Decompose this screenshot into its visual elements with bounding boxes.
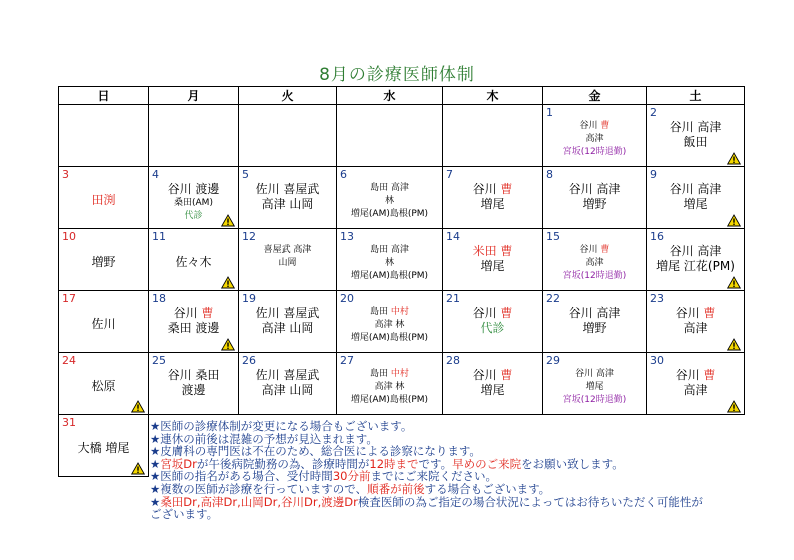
day-cell	[337, 167, 443, 229]
doctor-line	[647, 259, 744, 274]
doctor-line	[59, 439, 148, 456]
doctor-line	[443, 321, 542, 336]
doctor-line	[543, 381, 646, 394]
text-segment: 喜屋武 高津	[263, 245, 312, 255]
doctor-list	[543, 182, 646, 212]
doctor-line	[543, 133, 646, 146]
doctor-line	[239, 257, 336, 270]
text-segment: 増尾	[480, 197, 505, 211]
text-segment: 高津	[683, 321, 708, 335]
week-row	[59, 167, 745, 229]
day-number: 20	[340, 292, 354, 305]
day-cell	[543, 105, 647, 167]
text-segment: 宮坂(12時退勤)	[562, 147, 627, 157]
doctor-line	[647, 135, 744, 150]
warning-icon	[221, 336, 235, 349]
doctor-line	[543, 120, 646, 133]
doctor-list	[239, 244, 336, 270]
day-number: 5	[242, 168, 249, 181]
doctor-line	[337, 381, 442, 394]
day-cell	[239, 353, 337, 415]
doctor-line	[59, 191, 148, 208]
doctor-line	[59, 377, 148, 394]
day-cell	[443, 291, 543, 353]
doctor-line	[543, 257, 646, 270]
text-segment: 大橋 増尾	[77, 441, 130, 455]
doctor-line	[443, 244, 542, 259]
doctor-line	[647, 244, 744, 259]
day-cell	[59, 229, 149, 291]
day-cell	[543, 291, 647, 353]
day-number: 21	[446, 292, 460, 305]
doctor-list	[149, 306, 238, 336]
day-cell	[543, 229, 647, 291]
day-number: 7	[446, 168, 453, 181]
highlight-text: 桑田Dr,高津Dr,山岡Dr,谷川Dr,渡邊Dr	[160, 494, 358, 509]
text-segment: 高津	[683, 383, 708, 397]
day-number: 14	[446, 230, 460, 243]
highlight-text: 早めのご来院	[452, 456, 522, 471]
text-segment: 島田	[370, 307, 391, 317]
highlight-text: 中村	[390, 369, 409, 379]
highlight-text: 順番が前後	[367, 481, 425, 496]
doctor-line	[443, 197, 542, 212]
day-cell	[647, 167, 745, 229]
warning-icon	[131, 460, 145, 473]
text-segment: 谷川	[472, 182, 501, 196]
note-text: ございます。	[150, 507, 219, 522]
day-cell	[149, 167, 239, 229]
text-segment: 増野	[582, 197, 607, 211]
doctor-line	[647, 182, 744, 197]
doctor-line	[337, 368, 442, 381]
week-row	[59, 229, 745, 291]
day-number: 17	[62, 292, 76, 305]
day-number: 13	[340, 230, 354, 243]
text-segment: 増野	[91, 255, 116, 269]
day-number: 12	[242, 230, 256, 243]
text-segment: 谷川 高津	[669, 120, 722, 134]
text-segment: 松原	[91, 379, 116, 393]
empty-day-cell	[337, 105, 443, 167]
doctor-line	[337, 244, 442, 257]
weekday-header: 日	[59, 87, 149, 105]
doctor-line	[337, 195, 442, 208]
text-segment: 増尾(AM)島根(PM)	[350, 209, 429, 219]
weekday-header-row	[59, 87, 745, 105]
day-number: 18	[152, 292, 166, 305]
doctor-list	[149, 368, 238, 398]
doctor-list	[543, 120, 646, 159]
text-segment: 島田	[370, 369, 391, 379]
note-line	[150, 508, 746, 521]
highlight-text: 宮坂Dr	[160, 456, 197, 471]
day-number: 25	[152, 354, 166, 367]
doctor-list	[543, 306, 646, 336]
text-segment: 代診	[480, 321, 505, 335]
week-row	[59, 105, 745, 167]
text-segment: 佐川 喜屋武	[255, 368, 320, 382]
highlight-text: 曹	[703, 368, 716, 382]
doctor-line	[239, 182, 336, 197]
text-segment: 佐々木	[175, 255, 212, 269]
day-number: 15	[546, 230, 560, 243]
day-cell	[443, 229, 543, 291]
doctor-line	[239, 368, 336, 383]
notes-block	[150, 420, 746, 521]
doctor-line	[149, 182, 238, 197]
day-cell	[59, 353, 149, 415]
doctor-list	[647, 244, 744, 274]
warning-icon	[727, 212, 741, 225]
weekday-header: 月	[149, 87, 239, 105]
doctor-line	[239, 306, 336, 321]
day-number: 10	[62, 230, 76, 243]
doctor-line	[443, 259, 542, 274]
warning-icon	[221, 212, 235, 225]
doctor-line	[59, 253, 148, 270]
doctor-line	[149, 197, 238, 210]
doctor-list	[239, 182, 336, 212]
text-segment: 佐川 喜屋武	[255, 306, 320, 320]
text-segment: 宮坂(12時退勤)	[562, 271, 627, 281]
doctor-line	[443, 306, 542, 321]
day-cell	[647, 291, 745, 353]
note-text: をお願い致します。	[521, 456, 624, 471]
note-text: ★医師の指名がある場合、受付時間	[150, 469, 333, 484]
doctor-line	[337, 394, 442, 407]
day-number: 26	[242, 354, 256, 367]
doctor-list	[443, 306, 542, 336]
doctor-list	[149, 253, 238, 270]
warning-icon	[727, 398, 741, 411]
warning-icon	[131, 398, 145, 411]
text-segment: 増尾	[683, 197, 708, 211]
doctor-list	[59, 377, 148, 394]
text-segment: 増尾(AM)島根(PM)	[350, 333, 429, 343]
doctor-list	[647, 120, 744, 150]
text-segment: 飯田	[683, 135, 708, 149]
day-cell	[647, 229, 745, 291]
note-text: ★複数の医師が診療を行っていますので、	[150, 481, 368, 496]
doctor-line	[647, 306, 744, 321]
day-cell	[337, 291, 443, 353]
day-number: 27	[340, 354, 354, 367]
highlight-text: 曹	[600, 121, 610, 131]
doctor-list	[443, 244, 542, 274]
day-cell	[443, 167, 543, 229]
empty-day-cell	[59, 105, 149, 167]
doctor-list	[647, 306, 744, 336]
day-number: 11	[152, 230, 166, 243]
doctor-line	[543, 306, 646, 321]
note-text: です。	[418, 456, 453, 471]
day-number: 30	[650, 354, 664, 367]
day-cell	[149, 291, 239, 353]
highlight-text: 30分前	[332, 469, 371, 484]
doctor-list	[337, 244, 442, 283]
doctor-line	[337, 270, 442, 283]
day-cell	[647, 105, 745, 167]
doctor-line	[337, 208, 442, 221]
text-segment: 増尾	[585, 382, 604, 392]
text-segment: 谷川	[675, 306, 704, 320]
doctor-list	[647, 182, 744, 212]
text-segment: 高津 林	[374, 320, 405, 330]
text-segment: 谷川 高津	[575, 369, 614, 379]
day-cell	[543, 167, 647, 229]
day-number: 31	[62, 416, 76, 429]
text-segment: 増尾 江花(PM)	[656, 259, 735, 273]
text-segment: 谷川	[173, 306, 202, 320]
day-cell	[149, 353, 239, 415]
text-segment: 桑田(AM)	[174, 198, 213, 208]
text-segment: 代診	[184, 211, 203, 221]
text-segment: 高津 山岡	[261, 383, 314, 397]
text-segment: 渡邊	[181, 383, 206, 397]
text-segment: 増野	[582, 321, 607, 335]
note-text: ★	[150, 456, 161, 471]
highlight-text: 曹	[703, 306, 716, 320]
text-segment: 谷川	[472, 306, 501, 320]
doctor-line	[59, 315, 148, 332]
doctor-list	[59, 253, 148, 270]
highlight-text: 曹	[500, 306, 513, 320]
day-cell	[647, 353, 745, 415]
doctor-list	[337, 182, 442, 221]
text-segment: 谷川 渡邊	[167, 182, 220, 196]
doctor-line	[149, 383, 238, 398]
text-segment: 増尾	[480, 383, 505, 397]
day-cell	[337, 353, 443, 415]
doctor-line	[543, 182, 646, 197]
day-cell	[239, 229, 337, 291]
day-cell	[337, 229, 443, 291]
highlight-text: 田渕	[91, 193, 116, 207]
doctor-line	[647, 120, 744, 135]
highlight-text: 12時まで	[369, 456, 419, 471]
weekday-header: 火	[239, 87, 337, 105]
doctor-line	[543, 321, 646, 336]
doctor-line	[543, 244, 646, 257]
doctor-line	[543, 146, 646, 159]
week-row	[59, 291, 745, 353]
doctor-list	[337, 368, 442, 407]
day-number: 1	[546, 106, 553, 119]
doctor-line	[647, 368, 744, 383]
doctor-line	[543, 368, 646, 381]
day-number: 2	[650, 106, 657, 119]
highlight-text: 曹	[600, 245, 610, 255]
doctor-line	[337, 332, 442, 345]
doctor-line	[543, 197, 646, 212]
text-segment: 佐川	[91, 317, 116, 331]
weekday-header: 木	[443, 87, 543, 105]
day-cell	[239, 291, 337, 353]
highlight-text: 曹	[500, 368, 513, 382]
note-text: ★連休の前後は混雑の予想が見込まれます。	[150, 431, 378, 446]
warning-icon	[727, 150, 741, 163]
doctor-list	[543, 244, 646, 283]
text-segment: 高津 山岡	[261, 321, 314, 335]
doctor-line	[239, 244, 336, 257]
note-text: ★	[150, 494, 161, 509]
note-line	[150, 496, 746, 509]
weekday-header: 金	[543, 87, 647, 105]
doctor-line	[647, 321, 744, 336]
doctor-line	[239, 383, 336, 398]
doctor-line	[337, 306, 442, 319]
doctor-line	[647, 383, 744, 398]
doctor-line	[443, 368, 542, 383]
doctor-line	[337, 257, 442, 270]
weekday-header: 土	[647, 87, 745, 105]
doctor-list	[59, 191, 148, 208]
day-number: 8	[546, 168, 553, 181]
day-cell	[443, 353, 543, 415]
text-segment: 桑田 渡邊	[167, 321, 220, 335]
note-text: 検査医師の為ご指定の場合状況によってはお待ちいただく可能性が	[357, 494, 703, 509]
empty-day-cell	[239, 105, 337, 167]
doctor-line	[149, 321, 238, 336]
weekday-header: 水	[337, 87, 443, 105]
day-number: 9	[650, 168, 657, 181]
doctor-line	[337, 182, 442, 195]
doctor-list	[337, 306, 442, 345]
doctor-list	[59, 315, 148, 332]
empty-day-cell	[149, 105, 239, 167]
warning-icon	[727, 274, 741, 287]
doctor-line	[647, 197, 744, 212]
doctor-list	[443, 182, 542, 212]
note-text: ★医師の診療体制が変更になる場合もございます。	[150, 419, 413, 433]
text-segment: 増尾(AM)島根(PM)	[350, 271, 429, 281]
text-segment: 高津 山岡	[261, 197, 314, 211]
doctor-list	[239, 306, 336, 336]
highlight-text: 曹	[500, 182, 513, 196]
text-segment: 山岡	[278, 258, 297, 268]
day-number: 23	[650, 292, 664, 305]
day-number: 24	[62, 354, 76, 367]
text-segment: 谷川 桑田	[167, 368, 220, 382]
day-cell	[59, 415, 149, 477]
text-segment: 谷川 高津	[568, 182, 621, 196]
text-segment: 増尾	[480, 259, 505, 273]
text-segment: 林	[384, 196, 394, 206]
day-number: 3	[62, 168, 69, 181]
text-segment: 増尾(AM)島根(PM)	[350, 395, 429, 405]
highlight-text: 曹	[201, 306, 214, 320]
text-segment: 谷川	[579, 245, 601, 255]
day-cell	[59, 291, 149, 353]
page-title: 8月の診療医師体制	[319, 65, 475, 85]
day-number: 16	[650, 230, 664, 243]
day-cell	[543, 353, 647, 415]
doctor-line	[443, 383, 542, 398]
day-number: 19	[242, 292, 256, 305]
doctor-list	[239, 368, 336, 398]
doctor-line	[239, 321, 336, 336]
text-segment: 宮坂(12時退勤)	[562, 395, 627, 405]
week-row	[59, 353, 745, 415]
text-segment: 谷川	[579, 121, 601, 131]
text-segment: 高津 林	[374, 382, 405, 392]
doctor-line	[543, 270, 646, 283]
text-segment: 谷川 高津	[568, 306, 621, 320]
doctor-line	[239, 197, 336, 212]
doctor-line	[149, 253, 238, 270]
doctor-line	[337, 319, 442, 332]
text-segment: 谷川	[675, 368, 704, 382]
note-text: が午後病院勤務の為、診療時間が	[196, 456, 370, 471]
day-cell	[59, 167, 149, 229]
doctor-line	[149, 368, 238, 383]
text-segment: 谷川 高津	[669, 244, 722, 258]
doctor-list	[543, 368, 646, 407]
text-segment: 高津	[585, 134, 604, 144]
text-segment: 島田 高津	[370, 245, 409, 255]
doctor-list	[59, 439, 148, 456]
warning-icon	[221, 274, 235, 287]
note-text: までにご来院ください。	[370, 469, 497, 484]
doctor-list	[647, 368, 744, 398]
warning-icon	[727, 336, 741, 349]
day-number: 28	[446, 354, 460, 367]
text-segment: 佐川 喜屋武	[255, 182, 320, 196]
day-number: 22	[546, 292, 560, 305]
highlight-text: 米田 曹	[472, 244, 513, 258]
day-cell	[239, 167, 337, 229]
day-cell	[149, 229, 239, 291]
day-number: 29	[546, 354, 560, 367]
text-segment: 谷川 高津	[669, 182, 722, 196]
doctor-list	[443, 368, 542, 398]
doctor-line	[149, 306, 238, 321]
day-number: 6	[340, 168, 347, 181]
note-text: ★皮膚科の専門医は不在のため、総合医による診察になります。	[150, 444, 481, 459]
doctor-line	[443, 182, 542, 197]
highlight-text: 中村	[390, 307, 409, 317]
empty-day-cell	[443, 105, 543, 167]
text-segment: 林	[384, 258, 394, 268]
note-text: する場合もございます。	[424, 481, 551, 496]
day-number: 4	[152, 168, 159, 181]
doctor-line	[543, 394, 646, 407]
text-segment: 谷川	[472, 368, 501, 382]
text-segment: 高津	[585, 258, 604, 268]
text-segment: 島田 高津	[370, 183, 409, 193]
